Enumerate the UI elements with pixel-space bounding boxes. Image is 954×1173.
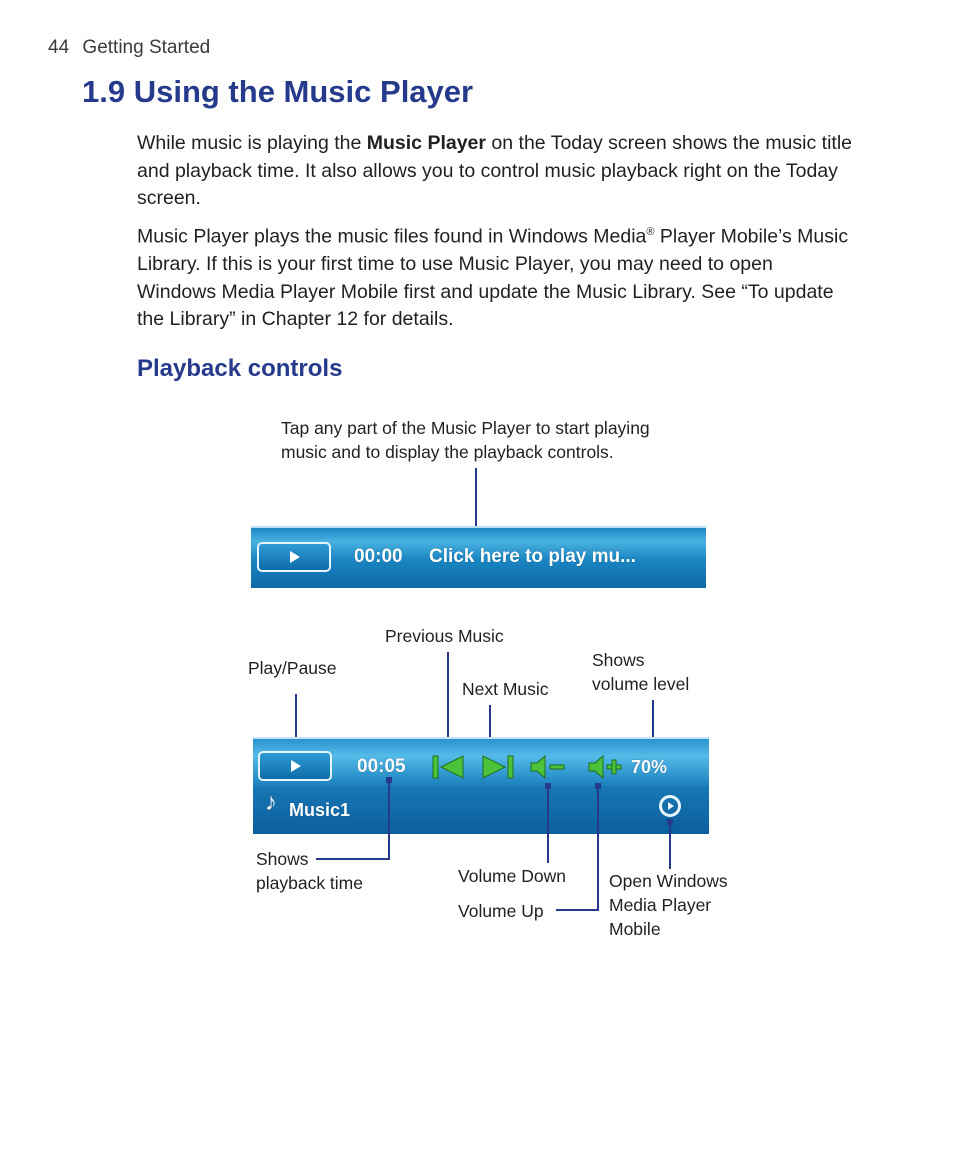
shows-time-line2: playback time xyxy=(256,873,363,893)
library-paragraph xyxy=(137,219,857,334)
music-player-idle[interactable] xyxy=(251,526,706,588)
play-button[interactable] xyxy=(257,542,331,572)
shows-volume-line1: Shows xyxy=(592,650,645,670)
playback-time-dot xyxy=(386,777,392,783)
chapter-title: 1.9 Using the Music Player xyxy=(82,74,474,109)
open-wmp-dot xyxy=(667,819,673,825)
running-header xyxy=(48,37,210,59)
next-track-icon[interactable] xyxy=(479,753,515,781)
volume-up-label: Volume Up xyxy=(458,901,544,921)
page-number: 44 xyxy=(48,37,70,58)
p2-text-end: Player Mobile’s Music Library. If this is your first time to use Music Player, you may need to open Windows Media Player Mobile first and update the Music Library. See “To update the Library” in Chapter 12 for details. xyxy=(137,225,849,330)
shows-time-line1: Shows xyxy=(256,849,309,869)
play-icon xyxy=(290,551,300,563)
open-wmp-line2: Media Player xyxy=(609,895,712,915)
previous-music-leader xyxy=(447,652,449,750)
shows-time-label xyxy=(256,847,363,895)
open-wmp-label xyxy=(609,869,728,941)
music-player-playing[interactable] xyxy=(253,737,709,834)
idle-status-text[interactable]: Click here to play mu... xyxy=(429,546,636,567)
volume-down-icon[interactable] xyxy=(528,753,568,781)
volume-down-leader xyxy=(547,786,549,863)
play-pause-label: Play/Pause xyxy=(248,658,337,678)
idle-time: 00:00 xyxy=(354,546,403,567)
previous-music-label: Previous Music xyxy=(385,626,504,646)
p1-text-end: on the Today screen shows the music title and playback time. It also allows you to control music playback right on the Today screen. xyxy=(137,132,852,209)
tap-callout-line2: music and to display the playback controls. xyxy=(281,442,614,462)
play-pause-icon xyxy=(291,760,301,772)
open-wmp-icon[interactable] xyxy=(659,795,681,817)
registered-mark: ® xyxy=(646,226,655,238)
p1-text-start: While music is playing the xyxy=(137,132,367,154)
previous-track-icon[interactable] xyxy=(431,753,467,781)
tap-callout xyxy=(281,416,650,464)
p1-bold-term: Music Player xyxy=(366,132,486,154)
volume-down-dot xyxy=(545,783,551,789)
volume-up-leader xyxy=(597,786,599,911)
playback-time-leader xyxy=(388,780,390,860)
volume-level: 70% xyxy=(631,757,668,777)
open-wmp-line3: Mobile xyxy=(609,919,661,939)
shows-volume-line2: volume level xyxy=(592,674,690,694)
volume-up-icon[interactable] xyxy=(586,753,626,781)
open-wmp-leader xyxy=(669,822,671,869)
open-wmp-line1: Open Windows xyxy=(609,871,728,891)
volume-up-dot xyxy=(595,783,601,789)
shows-volume-label xyxy=(592,648,689,696)
running-title: Getting Started xyxy=(82,37,211,58)
tap-callout-line1: Tap any part of the Music Player to start playing xyxy=(281,418,650,438)
section-title: Playback controls xyxy=(137,355,343,382)
next-music-label: Next Music xyxy=(462,679,549,699)
play-pause-button[interactable] xyxy=(258,751,332,781)
playback-time: 00:05 xyxy=(357,756,406,777)
intro-paragraph xyxy=(137,130,857,213)
track-title: Music1 xyxy=(289,800,351,820)
volume-up-leader-h xyxy=(556,909,599,911)
volume-down-label: Volume Down xyxy=(458,866,566,886)
p2-text-start: Music Player plays the music files found in Windows Media xyxy=(137,225,647,248)
music-note-icon: ♪ xyxy=(265,789,277,816)
open-wmp-glyph xyxy=(668,802,674,810)
tap-callout-leader xyxy=(475,468,477,532)
